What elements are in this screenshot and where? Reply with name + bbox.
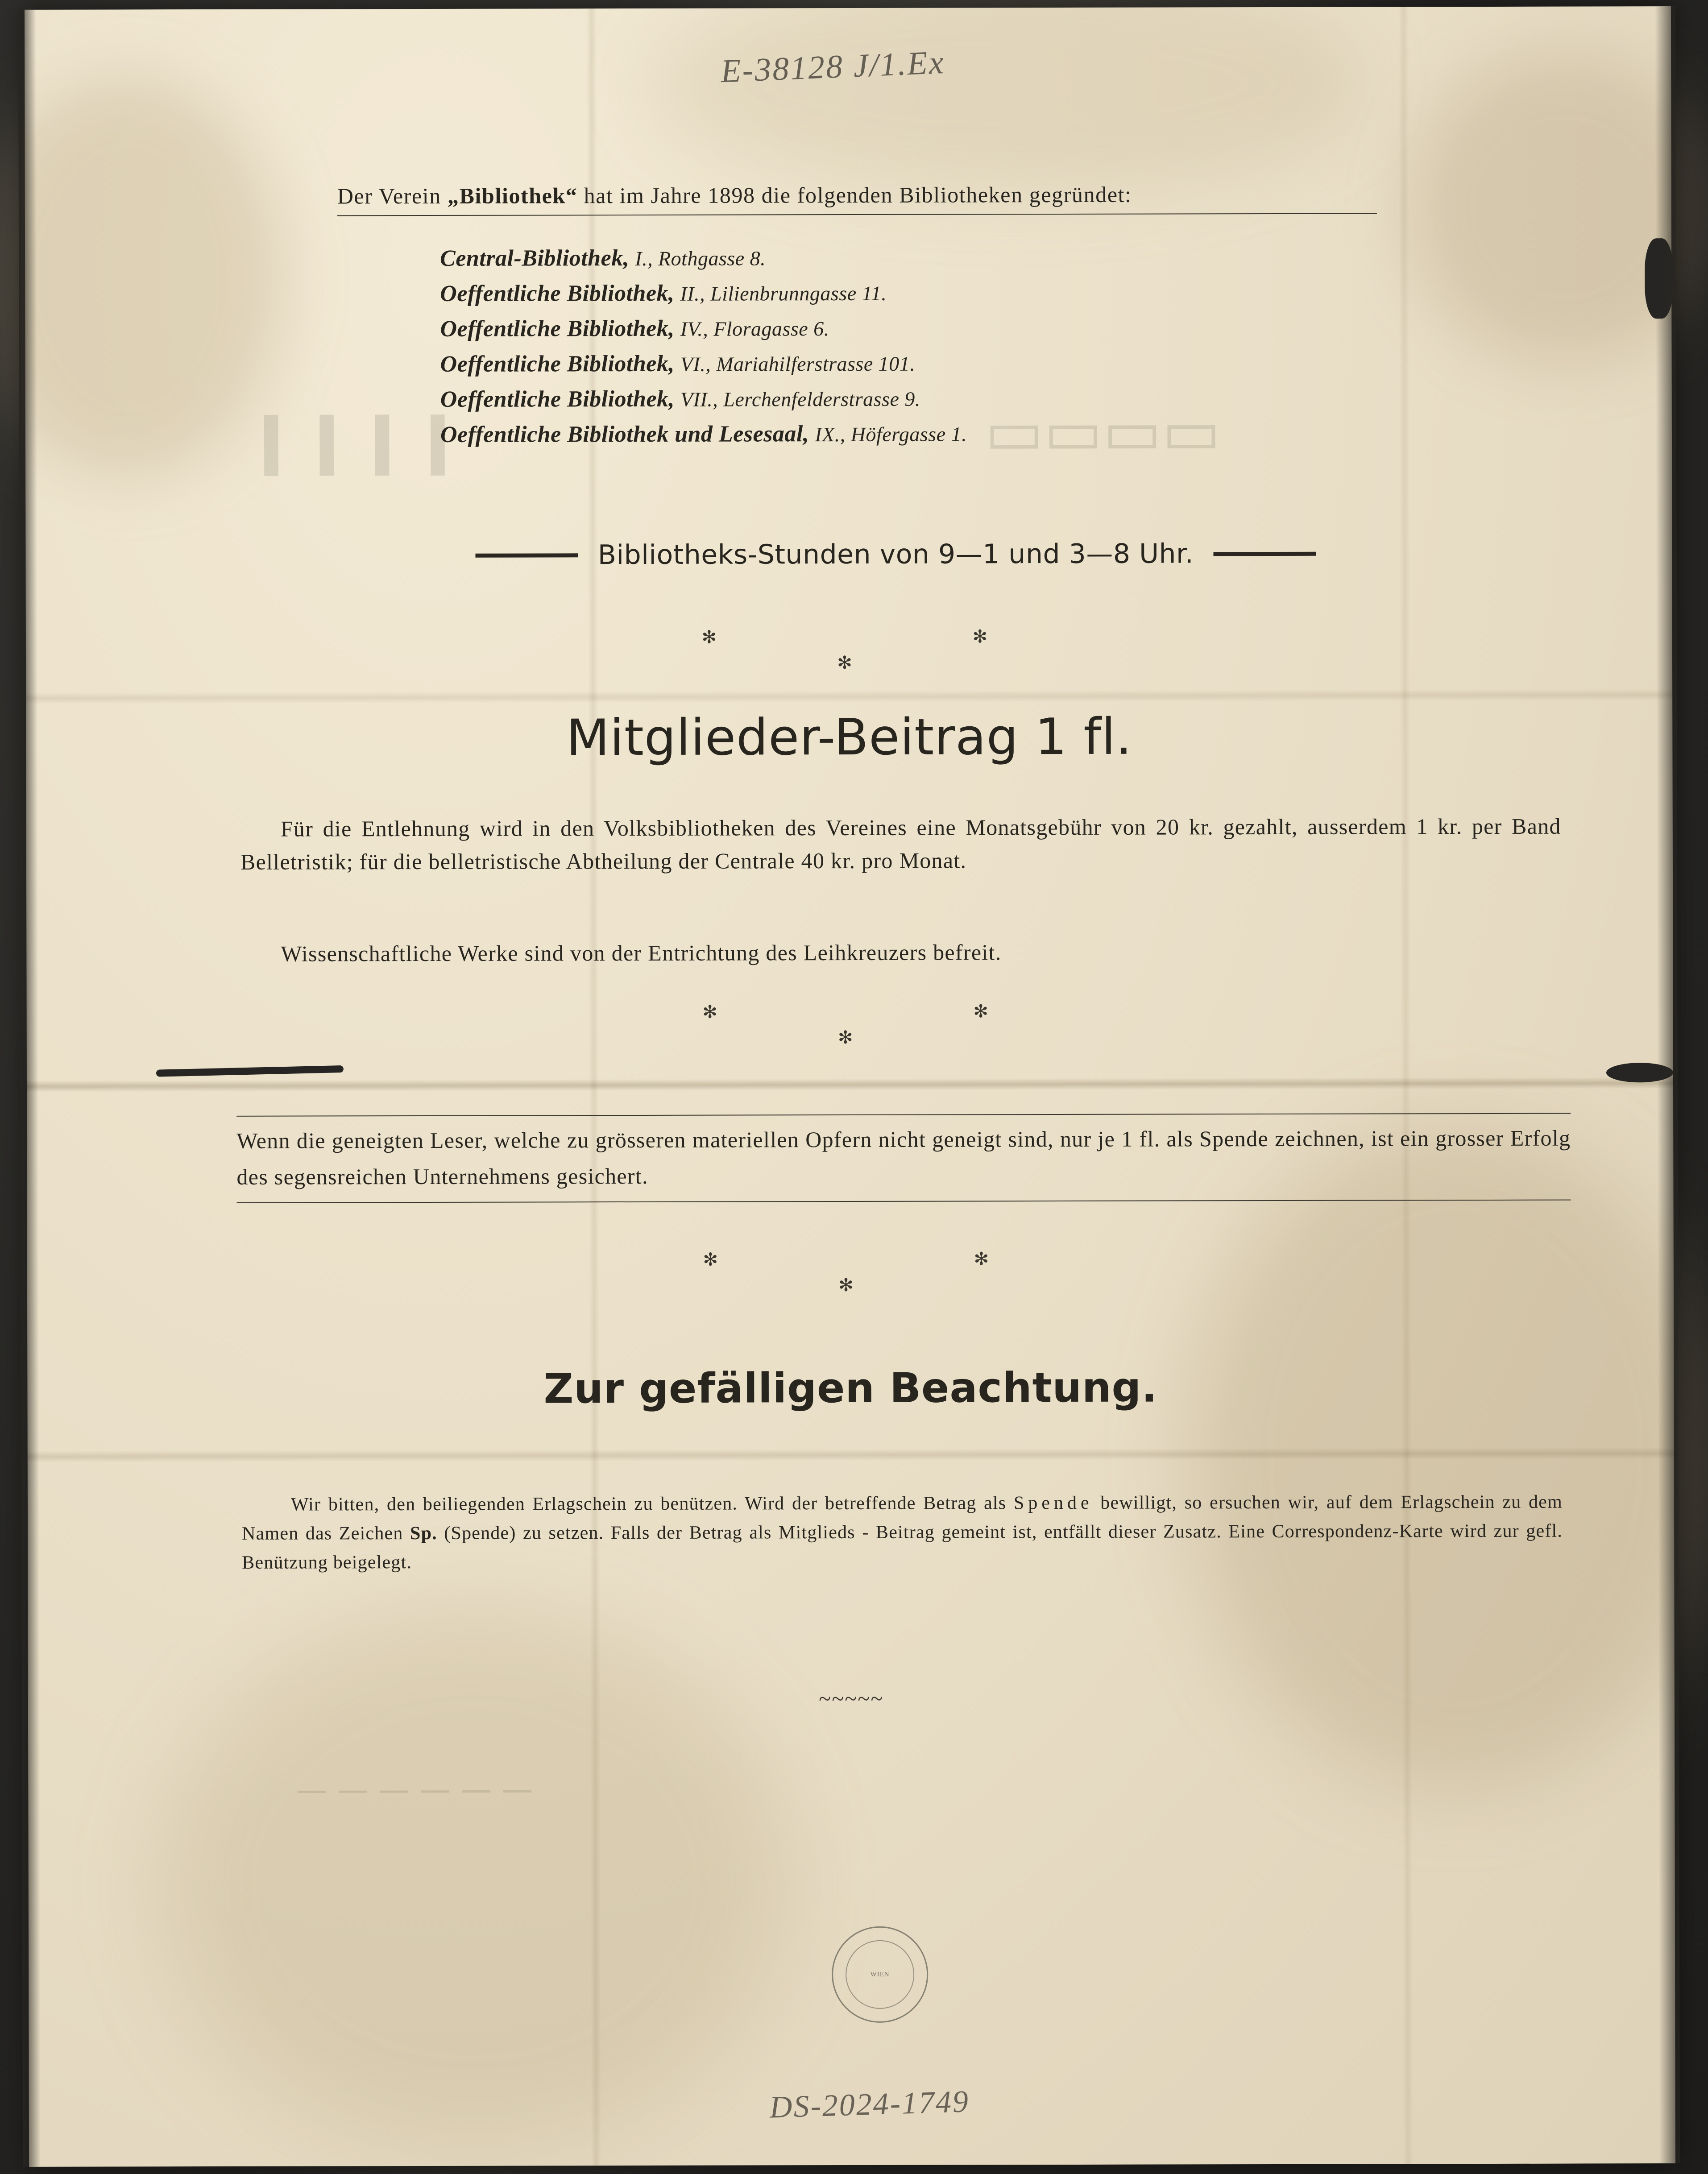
asterisk-separator (27, 1249, 1674, 1296)
asterisk-separator (27, 1001, 1673, 1048)
showthrough-mark: — — — — — — (296, 1771, 533, 1808)
opening-hours-text: Bibliotheks-Stunden von 9—1 und 3—8 Uhr. (597, 538, 1194, 571)
library-list (440, 243, 1422, 457)
asterisk-glyph: ✻ (837, 652, 852, 673)
intro-line (337, 181, 1377, 216)
notice-abbrev-sp: Sp. (410, 1523, 437, 1544)
free-works-paragraph (240, 935, 1561, 970)
list-item (440, 314, 1422, 342)
library-name: Central-Bibliothek, (440, 245, 630, 271)
fee-paragraph (240, 810, 1561, 878)
library-address: II., Lilienbrunngasse 11. (680, 282, 887, 305)
list-item (440, 349, 1422, 377)
asterisk-glyph: ✻ (974, 1249, 989, 1269)
library-name: Oeffentliche Bibliothek, (440, 280, 675, 306)
notice-text-part1: Wir bitten, den beiliegenden Erlagschein zu benützen. Wird der betreffende Betrag als (290, 1493, 1014, 1515)
free-works-text: Wissenschaftliche Werke sind von der Entrichtung des Leihkreuzers befreit. (281, 940, 1002, 966)
asterisk-glyph: ✻ (702, 1002, 717, 1022)
library-name: Oeffentliche Bibliothek und Lesesaal, (440, 421, 809, 447)
notice-emphasis-spende: Spende (1013, 1492, 1093, 1514)
fee-paragraph-text: Für die Entlehnung wird in den Volksbibliotheken des Vereines eine Monatsgebühr von 20 kr. gezahlt, ausserdem 1 kr. per Band Belletristik; für die belletristische Abtheilung der Centrale 40 kr. pro Monat. (240, 813, 1561, 874)
page-title: Mitglieder-Beitrag 1 fl. (566, 708, 1132, 767)
intro-suffix: hat im Jahre 1898 die folgenden Bibliotheken gegründet: (577, 182, 1132, 208)
rule-right (1213, 551, 1316, 555)
showthrough-mark: ▭▭▭▭ (984, 395, 1221, 469)
document-content (25, 6, 1675, 2167)
asterisk-glyph: ✻ (703, 1249, 718, 1270)
intro-association-name: „Bibliothek“ (447, 183, 578, 208)
intro-prefix: Der Verein (337, 183, 448, 209)
asterisk-glyph: ✻ (838, 1275, 854, 1296)
library-stamp (832, 1926, 928, 2023)
list-item (440, 243, 1422, 272)
notice-text-part2: bewilligt, so ersuchen wir, auf dem Erlagschein zu dem Namen das Zeichen (242, 1491, 1563, 1544)
ornament-divider: ~~~~~ (819, 1685, 884, 1711)
showthrough-mark: l l l l (257, 401, 452, 495)
notice-paragraph (242, 1488, 1563, 1578)
list-item (440, 419, 1422, 448)
library-name: Oeffentliche Bibliothek, (440, 351, 675, 377)
asterisk-glyph: ✻ (837, 1027, 853, 1048)
appeal-paragraph: Wenn die geneigten Leser, welche zu grösseren materiellen Opfern nicht geneigt sind, nur je 1 fl. als Spende zeichnen, ist ein grosser Erfolg des segensreichen Unternehmens gesichert. (236, 1113, 1571, 1203)
library-address: VII., Lerchenfelderstrasse 9. (680, 387, 920, 411)
asterisk-glyph: ✻ (973, 1001, 988, 1022)
asterisk-glyph: ✻ (701, 627, 717, 647)
library-address: IX., Höfergasse 1. (815, 422, 967, 446)
asterisk-glyph: ✻ (972, 626, 988, 647)
paper-sheet (25, 6, 1675, 2167)
library-name: Oeffentliche Bibliothek, (440, 386, 675, 412)
list-item (440, 278, 1422, 307)
notice-heading: Zur gefälligen Beachtung. (543, 1363, 1158, 1413)
asterisk-separator (26, 626, 1672, 673)
notice-text-part3: (Spende) zu setzen. Falls der Betrag als Mitglieds - Beitrag gemeint ist, entfällt dieser Zusatz. Eine Correspondenz-Karte wird zur gefl. Benützung beigelegt. (242, 1520, 1563, 1574)
archive-reference-top: E-38128 J/1.Ex (720, 44, 945, 90)
archive-reference-bottom: DS-2024-1749 (769, 2084, 970, 2125)
library-name: Oeffentliche Bibliothek, (440, 315, 675, 342)
library-address: I., Rothgasse 8. (635, 247, 766, 270)
library-address: IV., Floragasse 6. (680, 317, 829, 340)
list-item (440, 384, 1422, 413)
library-stamp-inner: WIEN (846, 1940, 914, 2009)
rule-left (476, 553, 578, 557)
opening-hours (338, 538, 1453, 571)
library-address: VI., Mariahilferstrasse 101. (680, 352, 916, 376)
